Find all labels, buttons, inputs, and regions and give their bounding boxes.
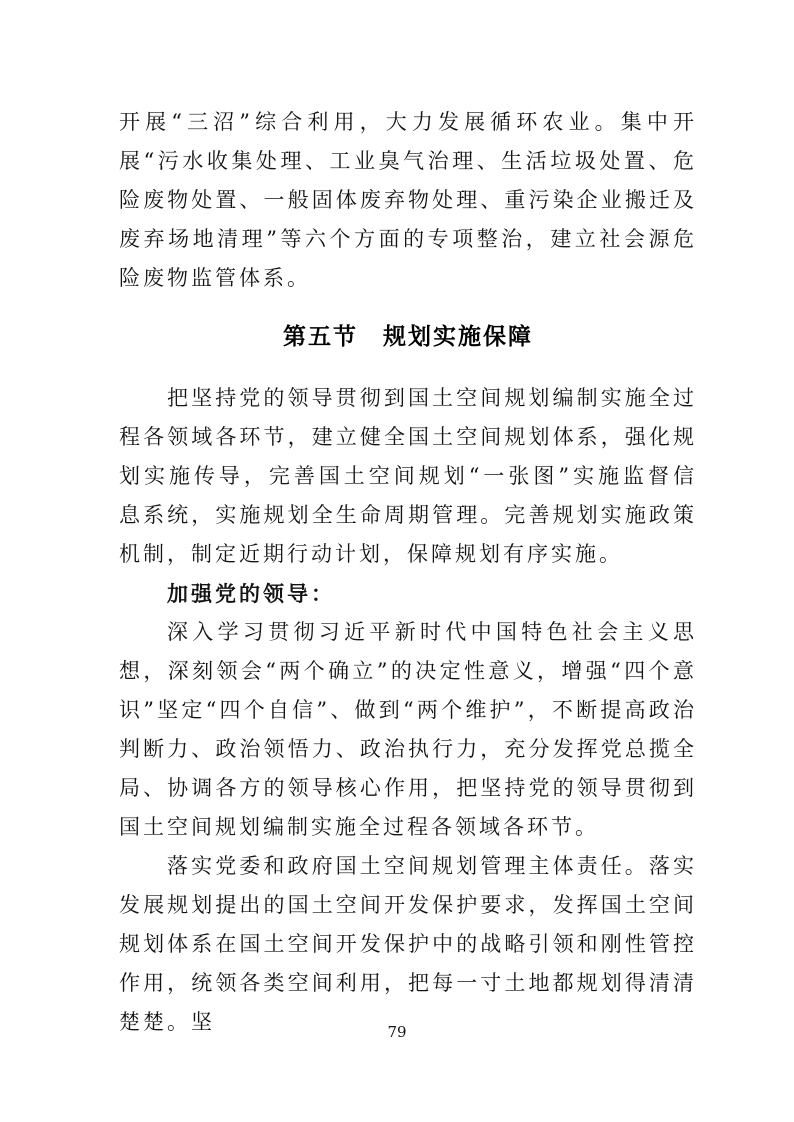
page-number: 79 [387,1023,407,1041]
page-content [119,103,697,1042]
paragraph-responsibility: 落实党委和政府国土空间规划管理主体责任。落实发展规划提出的国土空间开发保护要求，发挥国土空间规划体系在国土空间开发保护中的战略引领和刚性管控作用，统领各类空间利用，把每一寸土地都规划得清清楚楚。坚 [119,854,697,1034]
section-heading: 第五节 规划实施保障 [283,324,533,350]
paragraph-plan-implementation: 把坚持党的领导贯彻到国土空间规划编制实施全过程各领域各环节，建立健全国土空间规划体系，强化规划实施传导，完善国土空间规划“一张图”实施监督信息系统，实施规划全生命周期管理。完善规划实施政策机制，制定近期行动计划，保障规划有序实施。 [119,386,697,566]
paragraph-lead-in-bold: 加强党的领导： [167,581,335,606]
paragraph-party-leadership: 深入学习贯彻习近平新时代中国特色社会主义思想，深刻领会“两个确立”的决定性意义，增强“四个意识”坚定“四个自信”、做到“两个维护”，不断提高政治判断力、政治领悟力、政治执行力，充分发挥党总揽全局、协调各方的领导核心作用，把坚持党的领导贯彻到国土空间规划编制实施全过程各领域各环节。 [119,620,697,839]
paragraph-continuation: 开展“三沼”综合利用，大力发展循环农业。集中开展“污水收集处理、工业臭气治理、生活垃圾处置、危险废物处置、一般固体废弃物处理、重污染企业搬迁及废弃场地清理”等六个方面的专项整治，建立社会源危险废物监管体系。 [119,110,697,290]
